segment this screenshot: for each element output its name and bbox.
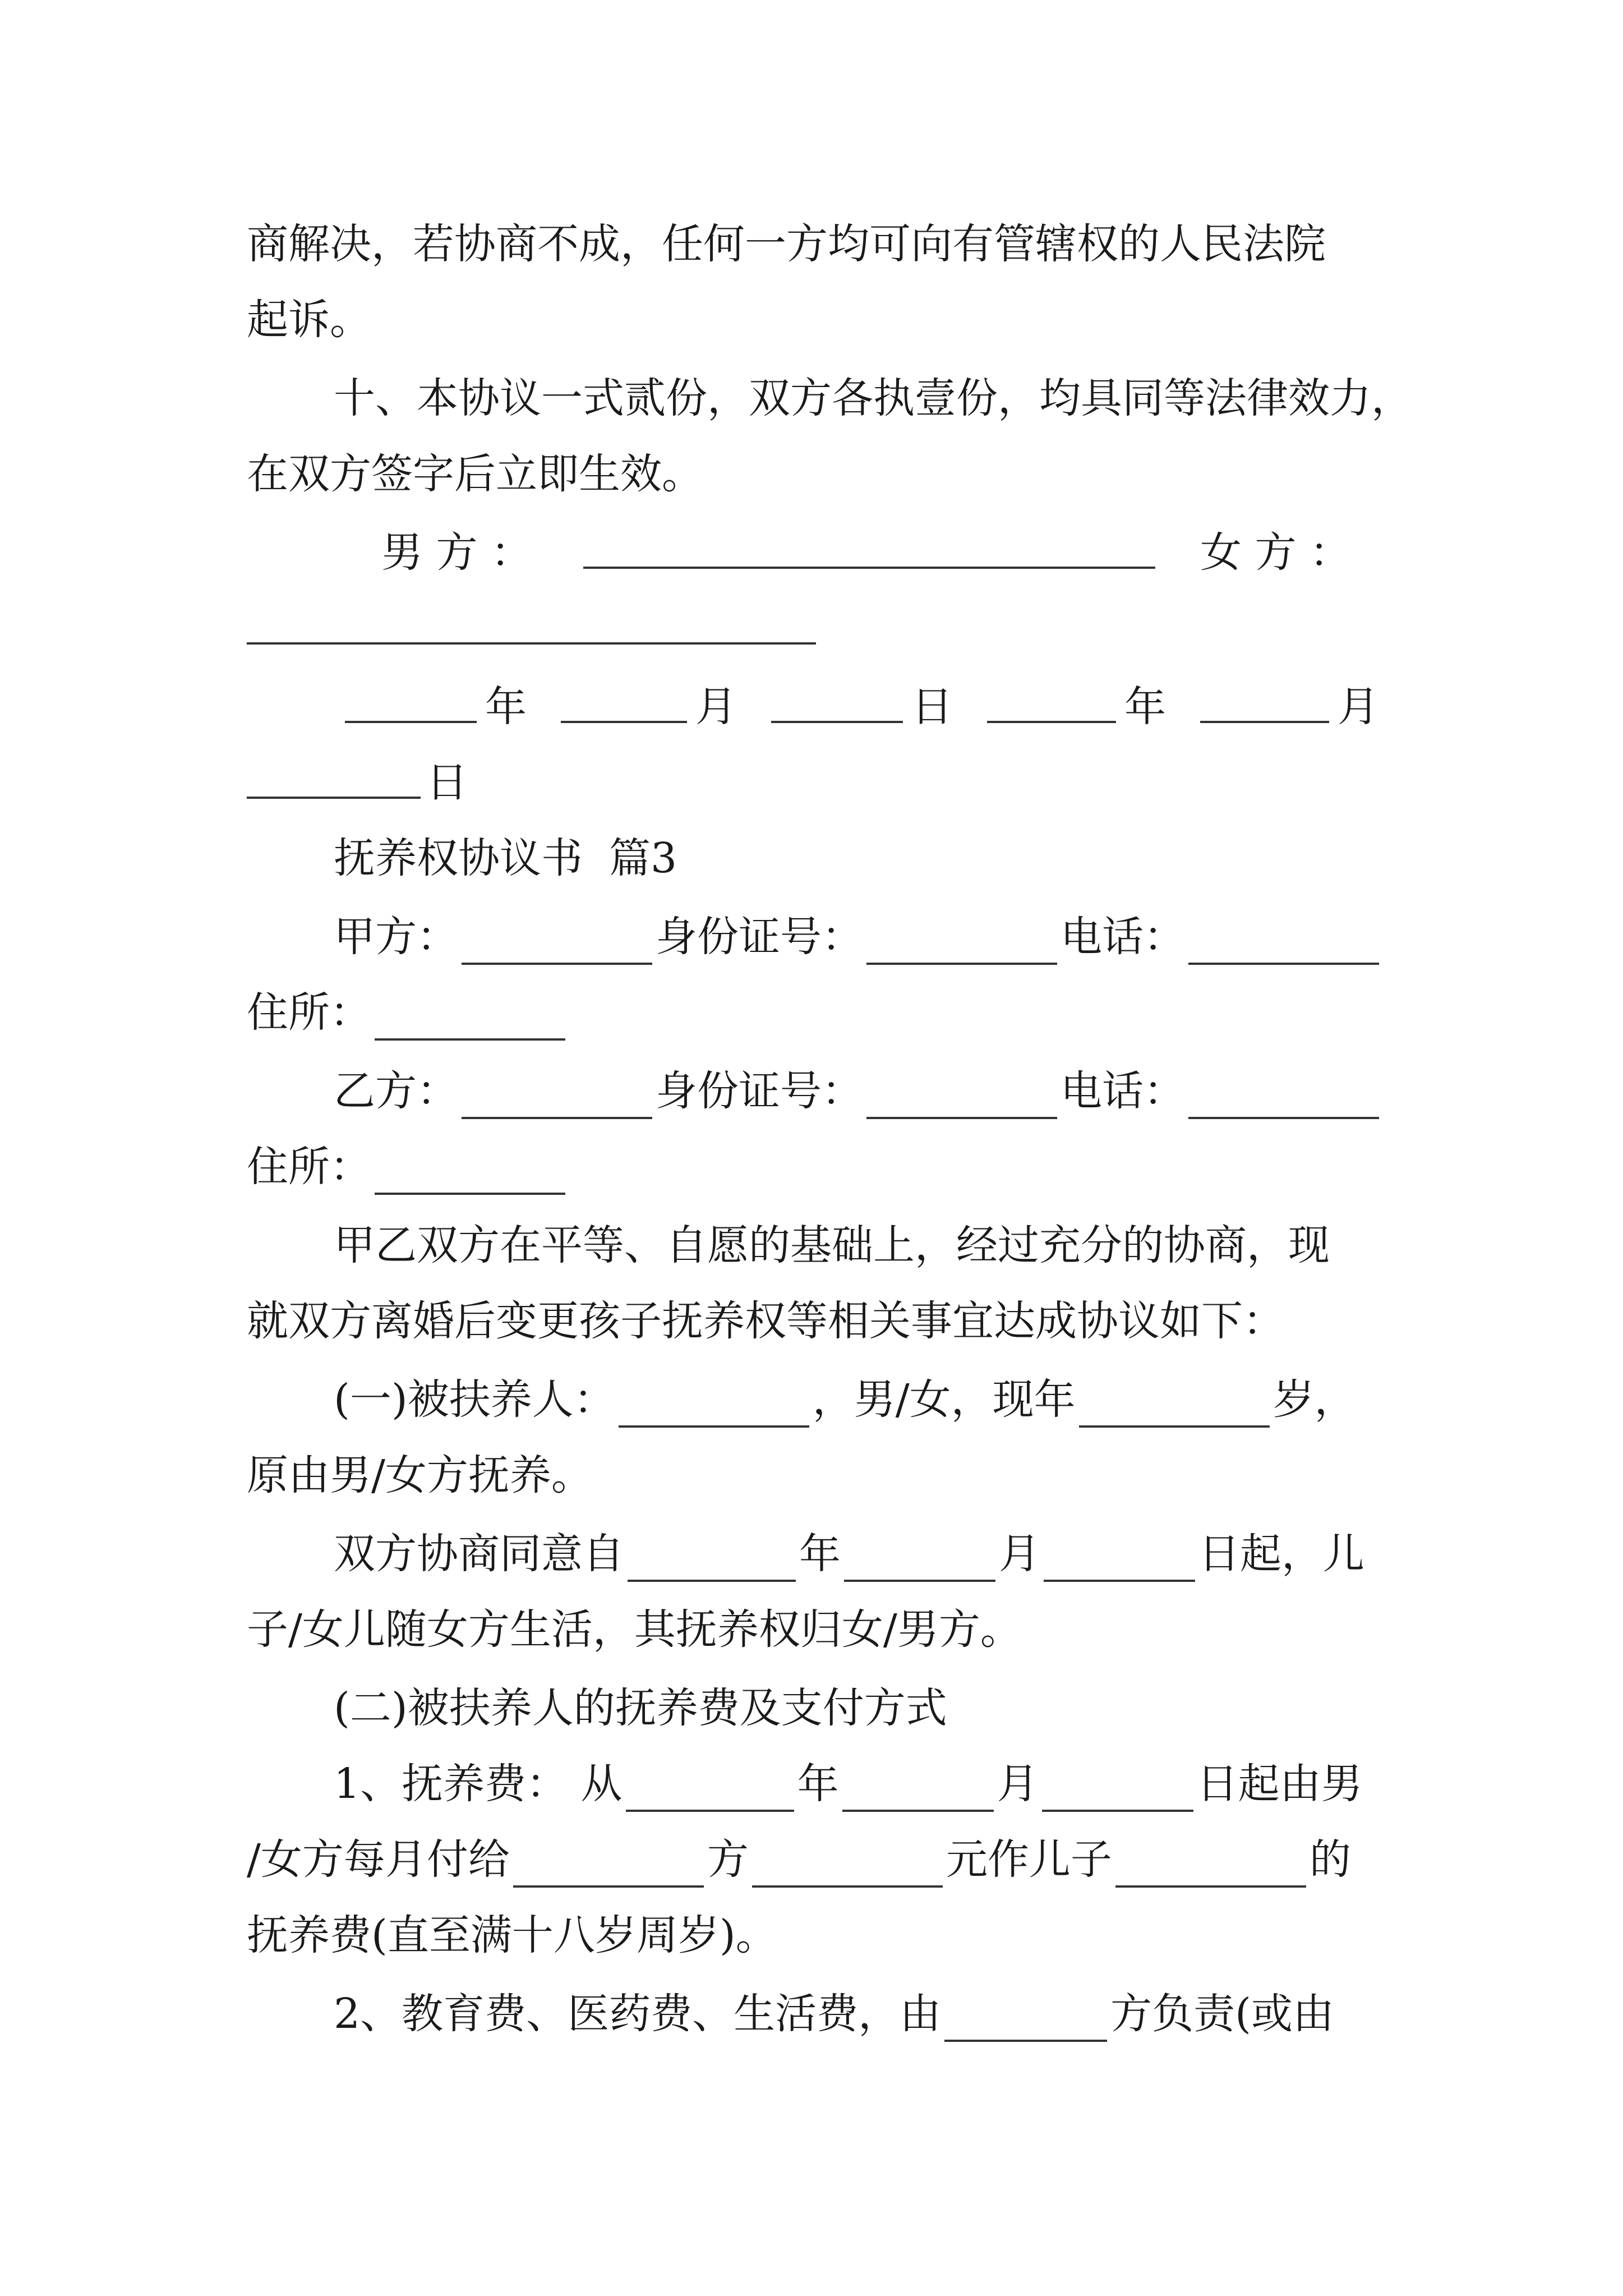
day-blank [1042,1766,1193,1812]
item-one-label: (一)被扶养人： [334,1375,615,1424]
fee-text: 日起由男 [1196,1760,1363,1808]
party-a-address-label: 住所： [247,988,371,1037]
age-blank [1079,1382,1270,1428]
fee-text: 元作儿子 [946,1835,1112,1884]
item-one-text: 岁， [1272,1375,1356,1424]
item-one-text: ，男/女，现年 [812,1375,1076,1424]
month-blank [844,1536,995,1582]
party-a-address-blank [375,995,565,1041]
party-b-phone-blank [1188,1073,1379,1119]
paragraph-line: 在双方签字后立即生效。 [247,450,703,498]
agreement-text: 双方协商同意自 [334,1530,624,1578]
fee-text: 1、抚养费： 从 [334,1760,623,1808]
party-a-line [334,909,1382,965]
date-day: 日 [426,758,468,807]
agreement-text: 年 [799,1530,841,1578]
male-signature-blank [583,567,1155,569]
date-blank [247,797,421,799]
agreement-line2: 子/女儿随女方生活，其抚养权归女/男方。 [247,1605,1022,1654]
agreement-text: 日起，儿 [1198,1530,1364,1578]
year-blank [626,1766,794,1812]
month-blank [842,1766,994,1812]
agreement-text: 月 [999,1530,1040,1578]
fee-text: 年 [797,1760,839,1808]
party-a-label: 甲方： [334,913,458,961]
clause-ten-line: 十、本协议一式贰份，双方各执壹份，均具同等法律效力， [334,374,1413,422]
payer-blank [513,1842,704,1888]
amount-blank [752,1842,943,1888]
party-b-line [334,1063,1382,1119]
party-a-phone-label: 电话： [1061,913,1185,961]
date-blank [345,721,477,723]
male-signature-label: 男 方 ： [381,528,533,577]
date-day: 日 [911,683,953,731]
intro-line: 就双方离婚后变更孩子抚养权等相关事宜达成协议如下： [247,1297,1284,1345]
party-a-phone-blank [1188,919,1379,965]
item-one-line [334,1372,1356,1428]
fee-one-line2 [247,1832,1351,1888]
date-blank [561,721,687,723]
party-b-id-blank [866,1073,1057,1119]
female-signature-label: 女 方 ： [1200,528,1352,577]
party-b-address-line [247,1139,569,1195]
party-b-phone-label: 电话： [1061,1067,1185,1115]
paragraph-line: 商解决，若协商不成，任何一方均可向有管辖权的人民法院 [247,220,1326,268]
item-one-line2: 原由男/女方抚养。 [247,1451,593,1499]
party-b-label: 乙方： [334,1067,458,1115]
intro-line: 甲乙双方在平等、自愿的基础上，经过充分的协商，现 [334,1221,1330,1269]
party-b-name-blank [462,1073,652,1119]
item-two-title: (二)被扶养人的抚养费及支付方式 [334,1684,947,1732]
fee-text: /女方每月付给 [247,1835,510,1884]
responsible-party-blank [944,1996,1107,2042]
date-month: 月 [695,683,737,731]
party-b-address-label: 住所： [247,1143,371,1191]
dependent-name-blank [619,1382,809,1428]
date-year: 年 [485,683,527,731]
section-title: 抚养权协议书 篇3 [334,834,677,882]
day-blank [1044,1536,1195,1582]
date-blank [987,721,1116,723]
year-blank [628,1536,796,1582]
fee-text: 方负责(或由 [1110,1990,1334,2038]
fee-one-line [334,1756,1363,1812]
party-a-name-blank [462,919,652,965]
party-b-id-label: 身份证号： [656,1067,863,1115]
fee-text: 方 [707,1835,749,1884]
party-a-id-blank [866,919,1057,965]
child-blank [1115,1842,1306,1888]
party-a-id-label: 身份证号： [656,913,863,961]
fee-text: 的 [1309,1835,1351,1884]
party-a-address-line [247,984,569,1041]
paragraph-line: 起诉。 [247,296,371,344]
agreement-line [334,1526,1364,1582]
party-b-address-blank [375,1149,565,1195]
date-year: 年 [1124,683,1166,731]
fee-two-line [334,1986,1334,2042]
date-blank [1200,721,1329,723]
fee-text: 2、教育费、医药费、生活费，由 [334,1990,942,2038]
date-month: 月 [1338,683,1379,731]
female-signature-blank [247,642,816,645]
fee-one-line3: 抚养费(直至满十八岁周岁)。 [247,1911,777,1959]
fee-text: 月 [997,1760,1039,1808]
date-blank [771,721,903,723]
